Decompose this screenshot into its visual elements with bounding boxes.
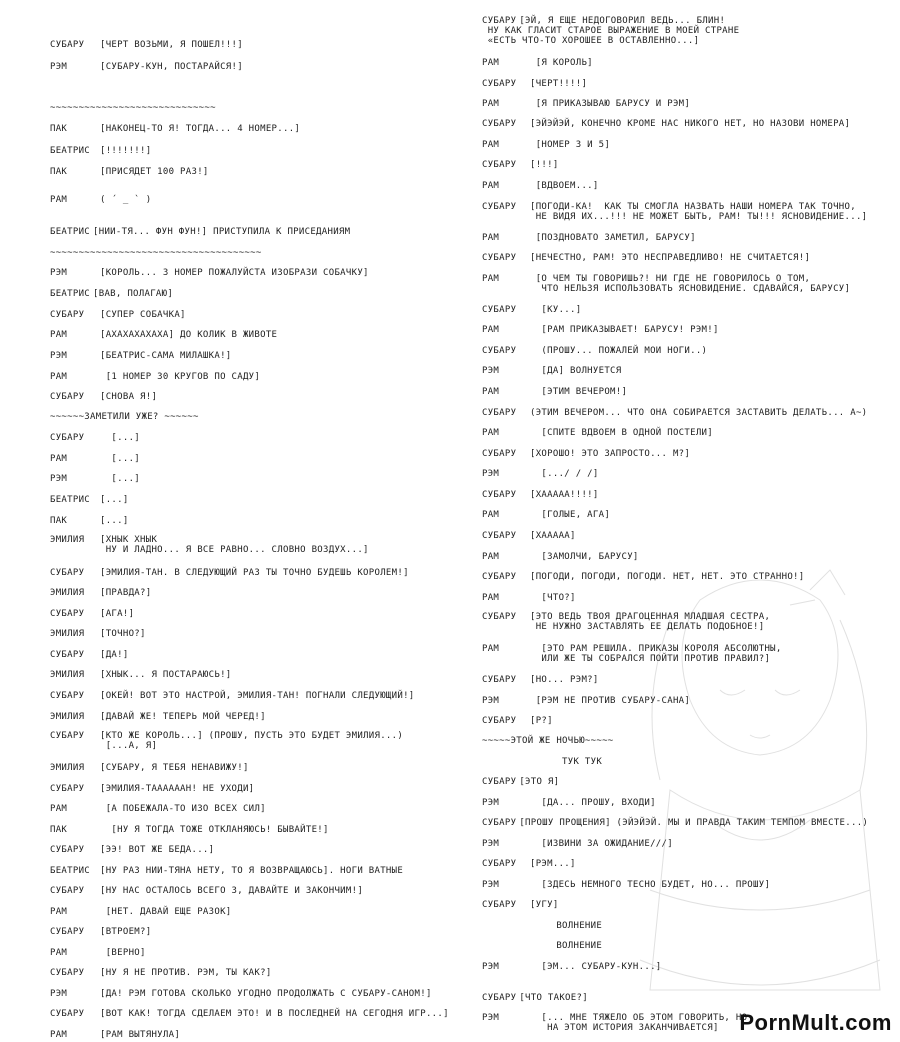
dialogue-line bbox=[482, 16, 739, 46]
speaker-name: СУБАРУ bbox=[50, 310, 85, 320]
dialogue-line bbox=[482, 736, 614, 746]
dialogue-text: ( ´ _ ` ) bbox=[100, 195, 152, 205]
dialogue-text: [КТО ЖЕ КОРОЛЬ...] (ПРОШУ, ПУСТЬ ЭТО БУДЕТ ЭМИЛИЯ...) [...А, Я] bbox=[100, 731, 404, 751]
dialogue-text: [ВЕРНО] bbox=[100, 948, 146, 958]
dialogue-text: [СНОВА Я!] bbox=[100, 392, 158, 402]
dialogue-line bbox=[50, 927, 152, 937]
dialogue-text: [ХОРОШО! ЭТО ЗАПРОСТО... М?] bbox=[530, 449, 691, 459]
separator-text: ~~~~~~ЗАМЕТИЛИ УЖЕ? ~~~~~~ bbox=[50, 412, 199, 422]
dialogue-text: [...] bbox=[100, 516, 129, 526]
dialogue-line bbox=[50, 804, 266, 814]
dialogue-text: [...] bbox=[100, 474, 141, 484]
dialogue-line bbox=[482, 859, 576, 869]
speaker-name: СУБАРУ bbox=[482, 305, 517, 315]
dialogue-text: [РЭМ НЕ ПРОТИВ СУБАРУ-САНА] bbox=[530, 696, 691, 706]
dialogue-line bbox=[482, 552, 639, 562]
speaker-name: ПАК bbox=[50, 124, 68, 134]
dialogue-text: [НИИ-ТЯ... ФУН ФУН!] ПРИСТУПИЛА К ПРИСЕДАНИЯМ bbox=[93, 227, 351, 237]
dialogue-line bbox=[482, 366, 622, 376]
speaker-name: РАМ bbox=[50, 804, 68, 814]
speaker-name: РЭМ bbox=[482, 469, 500, 479]
dialogue-line bbox=[50, 609, 135, 619]
speaker-name: СУБАРУ bbox=[482, 408, 517, 418]
separator-text: ~~~~~~~~~~~~~~~~~~~~~~~~~~~~~~~~~~~~~ bbox=[50, 248, 262, 258]
dialogue-text: [ЭЭ! ВОТ ЖЕ БЕДА...] bbox=[100, 845, 215, 855]
dialogue-line bbox=[482, 839, 673, 849]
dialogue-text: [ПРАВДА?] bbox=[100, 588, 152, 598]
dialogue-text: [НАКОНЕЦ-ТО Я! ТОГДА... 4 НОМЕР...] bbox=[100, 124, 301, 134]
dialogue-line bbox=[50, 146, 152, 156]
dialogue-line bbox=[482, 449, 691, 459]
speaker-name: СУБАРУ bbox=[50, 927, 85, 937]
speaker-name: РАМ bbox=[482, 140, 500, 150]
dialogue-line bbox=[50, 412, 199, 422]
speaker-name: СУБАРУ bbox=[482, 79, 517, 89]
dialogue-text: [ХААААА] bbox=[530, 531, 576, 541]
speaker-name: СУБАРУ bbox=[482, 346, 517, 356]
dialogue-text: [ЗАМОЛЧИ, БАРУСУ] bbox=[530, 552, 639, 562]
speaker-name: СУБАРУ bbox=[50, 1009, 85, 1019]
dialogue-text: [НЕЧЕСТНО, РАМ! ЭТО НЕСПРАВЕДЛИВО! НЕ СЧИТАЕТСЯ!] bbox=[530, 253, 811, 263]
dialogue-text: [ВАВ, ПОЛАГАЮ] bbox=[93, 289, 174, 299]
dialogue-line bbox=[50, 588, 152, 598]
dialogue-text: [ЗДЕСЬ НЕМНОГО ТЕСНО БУДЕТ, НО... ПРОШУ] bbox=[530, 880, 771, 890]
dialogue-text: [ДАВАЙ ЖЕ! ТЕПЕРЬ МОЙ ЧЕРЕД!] bbox=[100, 712, 266, 722]
speaker-name: СУБАРУ bbox=[50, 392, 85, 402]
dialogue-line bbox=[50, 227, 350, 237]
dialogue-line bbox=[50, 103, 216, 113]
speaker-name: РЭМ bbox=[50, 268, 68, 278]
dialogue-line bbox=[50, 195, 152, 205]
dialogue-line bbox=[482, 160, 559, 170]
dialogue-text: [НУ РАЗ НИИ-ТЯНА НЕТУ, ТО Я ВОЗВРАЩАЮСЬ]. НОГИ ВАТНЫЕ bbox=[100, 866, 404, 876]
speaker-name: РЭМ bbox=[50, 62, 68, 72]
speaker-name: РАМ bbox=[50, 454, 68, 464]
dialogue-text: [НУ Я ТОГДА ТОЖЕ ОТКЛАНЯЮСЬ! БЫВАЙТЕ!] bbox=[100, 825, 329, 835]
speaker-name: БЕАТРИС bbox=[50, 866, 91, 876]
dialogue-text: [ГОЛЫЕ, АГА] bbox=[530, 510, 611, 520]
speaker-name: СУБАРУ bbox=[482, 202, 517, 212]
dialogue-text: [ХНЫК ХНЫК НУ И ЛАДНО... Я ВСЕ РАВНО... СЛОВНО ВОЗДУХ...] bbox=[100, 535, 369, 555]
dialogue-line bbox=[482, 593, 576, 603]
dialogue-line bbox=[50, 712, 266, 722]
dialogue-text: [ВОТ КАК! ТОГДА СДЕЛАЕМ ЭТО! И В ПОСЛЕДНЕЙ НА СЕГОДНЯ ИГР...] bbox=[100, 1009, 449, 1019]
dialogue-line bbox=[50, 433, 141, 443]
dialogue-text: [НУ НАС ОСТАЛОСЬ ВСЕГО 3, ДАВАЙТЕ И ЗАКОНЧИМ!] bbox=[100, 886, 364, 896]
dialogue-line bbox=[482, 181, 599, 191]
dialogue-text: [ЭМИЛИЯ-ТАН. В СЛЕДУЮЩИЙ РАЗ ТЫ ТОЧНО БУДЕШЬ КОРОЛЕМ!] bbox=[100, 568, 409, 578]
dialogue-text: [...] bbox=[100, 454, 141, 464]
dialogue-text: [ЧЕРТ!!!!] bbox=[530, 79, 588, 89]
speaker-name: РАМ bbox=[482, 233, 500, 243]
dialogue-text: [НУ Я НЕ ПРОТИВ. РЭМ, ТЫ КАК?] bbox=[100, 968, 272, 978]
dialogue-line bbox=[50, 731, 404, 751]
speaker-name: ЭМИЛИЯ bbox=[50, 629, 85, 639]
dialogue-text: [О ЧЕМ ТЫ ГОВОРИШЬ?! НИ ГДЕ НЕ ГОВОРИЛОСЬ О ТОМ, ЧТО НЕЛЬЗЯ ИСПОЛЬЗОВАТЬ ЯСНОВИДЕНИЕ. СДАВАЙСЯ, БАРУСУ] bbox=[535, 274, 851, 294]
speaker-name: РЭМ bbox=[482, 880, 500, 890]
dialogue-line bbox=[482, 900, 559, 910]
dialogue-line bbox=[50, 886, 364, 896]
speaker-name: СУБАРУ bbox=[482, 859, 517, 869]
dialogue-line bbox=[482, 490, 599, 500]
dialogue-text: [АГА!] bbox=[100, 609, 135, 619]
speaker-name: БЕАТРИС bbox=[50, 146, 91, 156]
speaker-name: ЭМИЛИЯ bbox=[50, 588, 85, 598]
dialogue-text: [ЭМ... СУБАРУ-КУН...] bbox=[530, 962, 662, 972]
speaker-name: ПАК bbox=[50, 825, 68, 835]
dialogue-line bbox=[50, 1030, 181, 1040]
dialogue-text: [ИЗВИНИ ЗА ОЖИДАНИЕ///] bbox=[530, 839, 673, 849]
dialogue-line bbox=[482, 1013, 748, 1033]
speaker-name: РАМ bbox=[482, 99, 500, 109]
speaker-name: БЕАТРИС bbox=[50, 227, 91, 237]
separator-text: ВОЛНЕНИЕ bbox=[482, 921, 603, 931]
dialogue-text: [НЕТ. ДАВАЙ ЕЩЕ РАЗОК] bbox=[100, 907, 232, 917]
speaker-name: РАМ bbox=[482, 552, 500, 562]
dialogue-line bbox=[50, 866, 404, 876]
speaker-name: СУБАРУ bbox=[482, 119, 517, 129]
separator-text: ТУК ТУК bbox=[482, 757, 603, 767]
separator-text: ~~~~~ЭТОЙ ЖЕ НОЧЬЮ~~~~~ bbox=[482, 736, 614, 746]
speaker-name: СУБАРУ bbox=[482, 572, 517, 582]
speaker-name: ЭМИЛИЯ bbox=[50, 670, 85, 680]
dialogue-line bbox=[482, 777, 559, 787]
dialogue-text: [ДА... ПРОШУ, ВХОДИ] bbox=[530, 798, 656, 808]
dialogue-text: [ТОЧНО?] bbox=[100, 629, 146, 639]
dialogue-line bbox=[50, 474, 141, 484]
dialogue-line bbox=[482, 140, 611, 150]
dialogue-text: [НО... РЭМ?] bbox=[530, 675, 599, 685]
speaker-name: РЭМ bbox=[482, 1013, 500, 1023]
speaker-name: БЕАТРИС bbox=[50, 289, 91, 299]
dialogue-line bbox=[482, 696, 691, 706]
dialogue-text: [СПИТЕ ВДВОЕМ В ОДНОЙ ПОСТЕЛИ] bbox=[530, 428, 713, 438]
dialogue-line bbox=[482, 716, 553, 726]
dialogue-line bbox=[482, 79, 588, 89]
dialogue-line bbox=[482, 531, 576, 541]
dialogue-line bbox=[50, 310, 186, 320]
dialogue-line bbox=[50, 845, 215, 855]
separator-text: ВОЛНЕНИЕ bbox=[482, 941, 603, 951]
speaker-name: СУБАРУ bbox=[482, 490, 517, 500]
speaker-name: СУБАРУ bbox=[482, 818, 517, 828]
dialogue-text: [ПРОШУ ПРОЩЕНИЯ] (ЭЙЭЙЭЙ. МЫ И ПРАВДА ТАКИМ ТЕМПОМ ВМЕСТЕ...) bbox=[519, 818, 869, 828]
dialogue-line bbox=[50, 968, 272, 978]
dialogue-line bbox=[50, 124, 301, 134]
dialogue-text: [БЕАТРИС-САМА МИЛАШКА!] bbox=[100, 351, 232, 361]
speaker-name: СУБАРУ bbox=[50, 731, 85, 741]
dialogue-text: [ХААААА!!!!] bbox=[530, 490, 599, 500]
dialogue-text: [ДА! РЭМ ГОТОВА СКОЛЬКО УГОДНО ПРОДОЛЖАТЬ С СУБАРУ-САНОМ!] bbox=[100, 989, 432, 999]
dialogue-line bbox=[50, 268, 369, 278]
dialogue-text: [ЭТО РАМ РЕШИЛА. ПРИКАЗЫ КОРОЛЯ АБСОЛЮТНЫ, ИЛИ ЖЕ ТЫ СОБРАЛСЯ ПОЙТИ ПРОТИВ ПРАВИЛ?] bbox=[541, 644, 782, 664]
dialogue-line bbox=[50, 351, 232, 361]
dialogue-line bbox=[50, 784, 255, 794]
dialogue-text: [РАМ ПРИКАЗЫВАЕТ! БАРУСУ! РЭМ!] bbox=[530, 325, 719, 335]
dialogue-text: [Р?] bbox=[530, 716, 553, 726]
speaker-name: РАМ bbox=[50, 907, 68, 917]
dialogue-text: [ВТРОЕМ?] bbox=[100, 927, 152, 937]
speaker-name: ЭМИЛИЯ bbox=[50, 712, 85, 722]
speaker-name: СУБАРУ bbox=[50, 609, 85, 619]
separator-text: ~~~~~~~~~~~~~~~~~~~~~~~~~~~~~ bbox=[50, 103, 216, 113]
dialogue-line bbox=[50, 691, 415, 701]
dialogue-line bbox=[482, 387, 628, 397]
speaker-name: СУБАРУ bbox=[482, 612, 517, 622]
dialogue-text: [ДА] ВОЛНУЕТСЯ bbox=[530, 366, 622, 376]
speaker-name: РЭМ bbox=[482, 798, 500, 808]
dialogue-text: [НОМЕР 3 И 5] bbox=[530, 140, 611, 150]
speaker-name: РАМ bbox=[482, 181, 500, 191]
speaker-name: СУБАРУ bbox=[482, 716, 517, 726]
dialogue-line bbox=[482, 346, 708, 356]
speaker-name: СУБАРУ bbox=[482, 253, 517, 263]
dialogue-line bbox=[482, 119, 851, 129]
dialogue-text: [ЭЙ, Я ЕЩЕ НЕДОГОВОРИЛ ВЕДЬ... БЛИН! НУ КАК ГЛАСИТ СТАРОЕ ВЫРАЖЕНИЕ В МОЕЙ СТРАНЕ «ЕСТЬ ЧТО-ТО ХОРОШЕЕ В ОСТАВЛЕННО...] bbox=[487, 16, 740, 46]
speaker-name: СУБАРУ bbox=[50, 784, 85, 794]
dialogue-text: [ЭЙЭЙЭЙ, КОНЕЧНО КРОМЕ НАС НИКОГО НЕТ, НО НАЗОВИ НОМЕРА] bbox=[530, 119, 851, 129]
dialogue-text: [!!!!!!!] bbox=[100, 146, 152, 156]
dialogue-line bbox=[50, 650, 129, 660]
dialogue-text: [ХНЫК... Я ПОСТАРАЮСЬ!] bbox=[100, 670, 232, 680]
dialogue-line bbox=[482, 408, 868, 418]
dialogue-line bbox=[482, 305, 582, 315]
dialogue-text: [СУБАРУ-КУН, ПОСТАРАЙСЯ!] bbox=[100, 62, 243, 72]
speaker-name: ЭМИЛИЯ bbox=[50, 763, 85, 773]
dialogue-line bbox=[482, 325, 719, 335]
dialogue-line bbox=[482, 202, 868, 222]
speaker-name: РАМ bbox=[482, 644, 500, 654]
dialogue-text: [АХАХАХАХАХА] ДО КОЛИК В ЖИВОТЕ bbox=[100, 330, 278, 340]
dialogue-text: [...] bbox=[100, 433, 141, 443]
dialogue-line bbox=[482, 612, 771, 632]
speaker-name: СУБАРУ bbox=[482, 16, 517, 26]
speaker-name: РЭМ bbox=[50, 351, 68, 361]
speaker-name: СУБАРУ bbox=[482, 675, 517, 685]
dialogue-text: [Я КОРОЛЬ] bbox=[530, 58, 593, 68]
dialogue-line bbox=[482, 644, 782, 664]
dialogue-line bbox=[50, 629, 146, 639]
dialogue-text: [УГУ] bbox=[530, 900, 559, 910]
dialogue-text: [КОРОЛЬ... 3 НОМЕР ПОЖАЛУЙСТА ИЗОБРАЗИ СОБАЧКУ] bbox=[100, 268, 369, 278]
dialogue-text: [ЭТИМ ВЕЧЕРОМ!] bbox=[530, 387, 628, 397]
dialogue-text: [РАМ ВЫТЯНУЛА] bbox=[100, 1030, 181, 1040]
dialogue-line bbox=[482, 993, 588, 1003]
dialogue-line bbox=[482, 233, 696, 243]
dialogue-line bbox=[50, 330, 278, 340]
dialogue-line bbox=[482, 572, 805, 582]
dialogue-text: [ЭМИЛИЯ-ТААААААН! НЕ УХОДИ] bbox=[100, 784, 255, 794]
dialogue-text: [ВДВОЕМ...] bbox=[530, 181, 599, 191]
speaker-name: СУБАРУ bbox=[482, 449, 517, 459]
speaker-name: СУБАРУ bbox=[50, 886, 85, 896]
dialogue-line bbox=[50, 1009, 449, 1019]
dialogue-text: [СУПЕР СОБАЧКА] bbox=[100, 310, 186, 320]
dialogue-line bbox=[50, 763, 249, 773]
dialogue-line bbox=[482, 253, 811, 263]
dialogue-line bbox=[50, 907, 232, 917]
speaker-name: СУБАРУ bbox=[50, 968, 85, 978]
dialogue-text: [ПРИСЯДЕТ 100 РАЗ!] bbox=[100, 167, 209, 177]
dialogue-line bbox=[50, 535, 369, 555]
dialogue-line bbox=[482, 58, 593, 68]
dialogue-line bbox=[50, 392, 158, 402]
speaker-name: РЭМ bbox=[482, 962, 500, 972]
speaker-name: ПАК bbox=[50, 516, 68, 526]
dialogue-text: [СУБАРУ, Я ТЕБЯ НЕНАВИЖУ!] bbox=[100, 763, 249, 773]
dialogue-line bbox=[482, 962, 662, 972]
dialogue-text: [.../ / /] bbox=[530, 469, 599, 479]
dialogue-text: [ПОЗДНОВАТО ЗАМЕТИЛ, БАРУСУ] bbox=[530, 233, 696, 243]
speaker-name: РАМ bbox=[482, 387, 500, 397]
speaker-name: СУБАРУ bbox=[50, 40, 85, 50]
speaker-name: РАМ bbox=[50, 1030, 68, 1040]
speaker-name: СУБАРУ bbox=[50, 691, 85, 701]
speaker-name: СУБАРУ bbox=[482, 160, 517, 170]
dialogue-text: [ПОГОДИ-КА! КАК ТЫ СМОГЛА НАЗВАТЬ НАШИ НОМЕРА ТАК ТОЧНО, НЕ ВИДЯ ИХ...!!! НЕ МОЖЕТ БЫТЬ, РАМ! ТЫ!!! ЯСНОВИДЕНИЕ...] bbox=[530, 202, 868, 222]
dialogue-text: [ПОГОДИ, ПОГОДИ, ПОГОДИ. НЕТ, НЕТ. ЭТО СТРАННО!] bbox=[530, 572, 805, 582]
dialogue-line bbox=[50, 568, 409, 578]
dialogue-line bbox=[50, 40, 243, 50]
dialogue-line bbox=[50, 670, 232, 680]
dialogue-text: [...] bbox=[100, 495, 129, 505]
dialogue-line bbox=[482, 941, 602, 951]
speaker-name: СУБАРУ bbox=[50, 568, 85, 578]
speaker-name: РАМ bbox=[482, 325, 500, 335]
speaker-name: БЕАТРИС bbox=[50, 495, 91, 505]
dialogue-line bbox=[482, 798, 656, 808]
speaker-name: РАМ bbox=[482, 274, 500, 284]
dialogue-line bbox=[50, 167, 209, 177]
dialogue-line bbox=[50, 825, 329, 835]
watermark-text: PornMult.com bbox=[739, 1010, 892, 1035]
speaker-name: СУБАРУ bbox=[50, 650, 85, 660]
speaker-name: СУБАРУ bbox=[50, 433, 85, 443]
dialogue-line bbox=[482, 274, 851, 294]
speaker-name: СУБАРУ bbox=[482, 777, 517, 787]
speaker-name: СУБАРУ bbox=[50, 845, 85, 855]
speaker-name: РЭМ bbox=[482, 839, 500, 849]
speaker-name: СУБАРУ bbox=[482, 993, 517, 1003]
dialogue-text: [ЧТО?] bbox=[530, 593, 576, 603]
speaker-name: СУБАРУ bbox=[482, 531, 517, 541]
dialogue-text: (ЭТИМ ВЕЧЕРОМ... ЧТО ОНА СОБИРАЕТСЯ ЗАСТАВИТЬ ДЕЛАТЬ... А~) bbox=[530, 408, 868, 418]
dialogue-text: [ЭТО ВЕДЬ ТВОЯ ДРАГОЦЕННАЯ МЛАДШАЯ СЕСТРА, НЕ НУЖНО ЗАСТАВЛЯТЬ ЕЕ ДЕЛАТЬ ПОДОБНОЕ!] bbox=[530, 612, 771, 632]
faint-character-illustration bbox=[610, 560, 900, 1030]
dialogue-text: [ДА!] bbox=[100, 650, 129, 660]
dialogue-text: [... МНЕ ТЯЖЕЛО ОБ ЭТОМ ГОВОРИТЬ, НО НА ЭТОМ ИСТОРИЯ ЗАКАНЧИВАЕТСЯ] bbox=[541, 1013, 748, 1033]
dialogue-text: [КУ...] bbox=[530, 305, 582, 315]
dialogue-line bbox=[482, 428, 713, 438]
dialogue-line bbox=[50, 454, 141, 464]
dialogue-line bbox=[50, 495, 129, 505]
dialogue-text: (ПРОШУ... ПОЖАЛЕЙ МОИ НОГИ..) bbox=[530, 346, 708, 356]
dialogue-text: [ЧЕРТ ВОЗЬМИ, Я ПОШЕЛ!!!] bbox=[100, 40, 243, 50]
speaker-name: РЭМ bbox=[50, 474, 68, 484]
dialogue-line bbox=[482, 469, 599, 479]
dialogue-line bbox=[482, 757, 602, 767]
speaker-name: РАМ bbox=[50, 195, 68, 205]
speaker-name: РЭМ bbox=[50, 989, 68, 999]
dialogue-text: [ЧТО ТАКОЕ?] bbox=[519, 993, 588, 1003]
speaker-name: РАМ bbox=[50, 330, 68, 340]
dialogue-text: [Я ПРИКАЗЫВАЮ БАРУСУ И РЭМ] bbox=[530, 99, 691, 109]
dialogue-text: [ЭТО Я] bbox=[519, 777, 560, 787]
dialogue-line bbox=[482, 921, 602, 931]
speaker-name: РАМ bbox=[50, 948, 68, 958]
speaker-name: РАМ bbox=[50, 372, 68, 382]
speaker-name: ЭМИЛИЯ bbox=[50, 535, 85, 545]
dialogue-line bbox=[50, 372, 261, 382]
dialogue-text: [!!!] bbox=[530, 160, 559, 170]
speaker-name: РАМ bbox=[482, 510, 500, 520]
dialogue-line bbox=[482, 675, 599, 685]
dialogue-line bbox=[50, 248, 262, 258]
speaker-name: РАМ bbox=[482, 428, 500, 438]
speaker-name: РЭМ bbox=[482, 696, 500, 706]
dialogue-line bbox=[482, 99, 691, 109]
dialogue-line bbox=[50, 516, 129, 526]
dialogue-line bbox=[482, 880, 771, 890]
dialogue-text: [ОКЕЙ! ВОТ ЭТО НАСТРОЙ, ЭМИЛИЯ-ТАН! ПОГНАЛИ СЛЕДУЮЩИЙ!] bbox=[100, 691, 415, 701]
dialogue-line bbox=[50, 62, 243, 72]
speaker-name: РАМ bbox=[482, 58, 500, 68]
speaker-name: РАМ bbox=[482, 593, 500, 603]
dialogue-line bbox=[482, 510, 611, 520]
speaker-name: РЭМ bbox=[482, 366, 500, 376]
speaker-name: СУБАРУ bbox=[482, 900, 517, 910]
dialogue-text: [РЭМ...] bbox=[530, 859, 576, 869]
dialogue-line bbox=[50, 948, 146, 958]
dialogue-line bbox=[50, 289, 173, 299]
dialogue-line bbox=[50, 989, 432, 999]
dialogue-text: [А ПОБЕЖАЛА-ТО ИЗО ВСЕХ СИЛ] bbox=[100, 804, 266, 814]
speaker-name: ПАК bbox=[50, 167, 68, 177]
dialogue-text: [1 НОМЕР 30 КРУГОВ ПО САДУ] bbox=[100, 372, 261, 382]
